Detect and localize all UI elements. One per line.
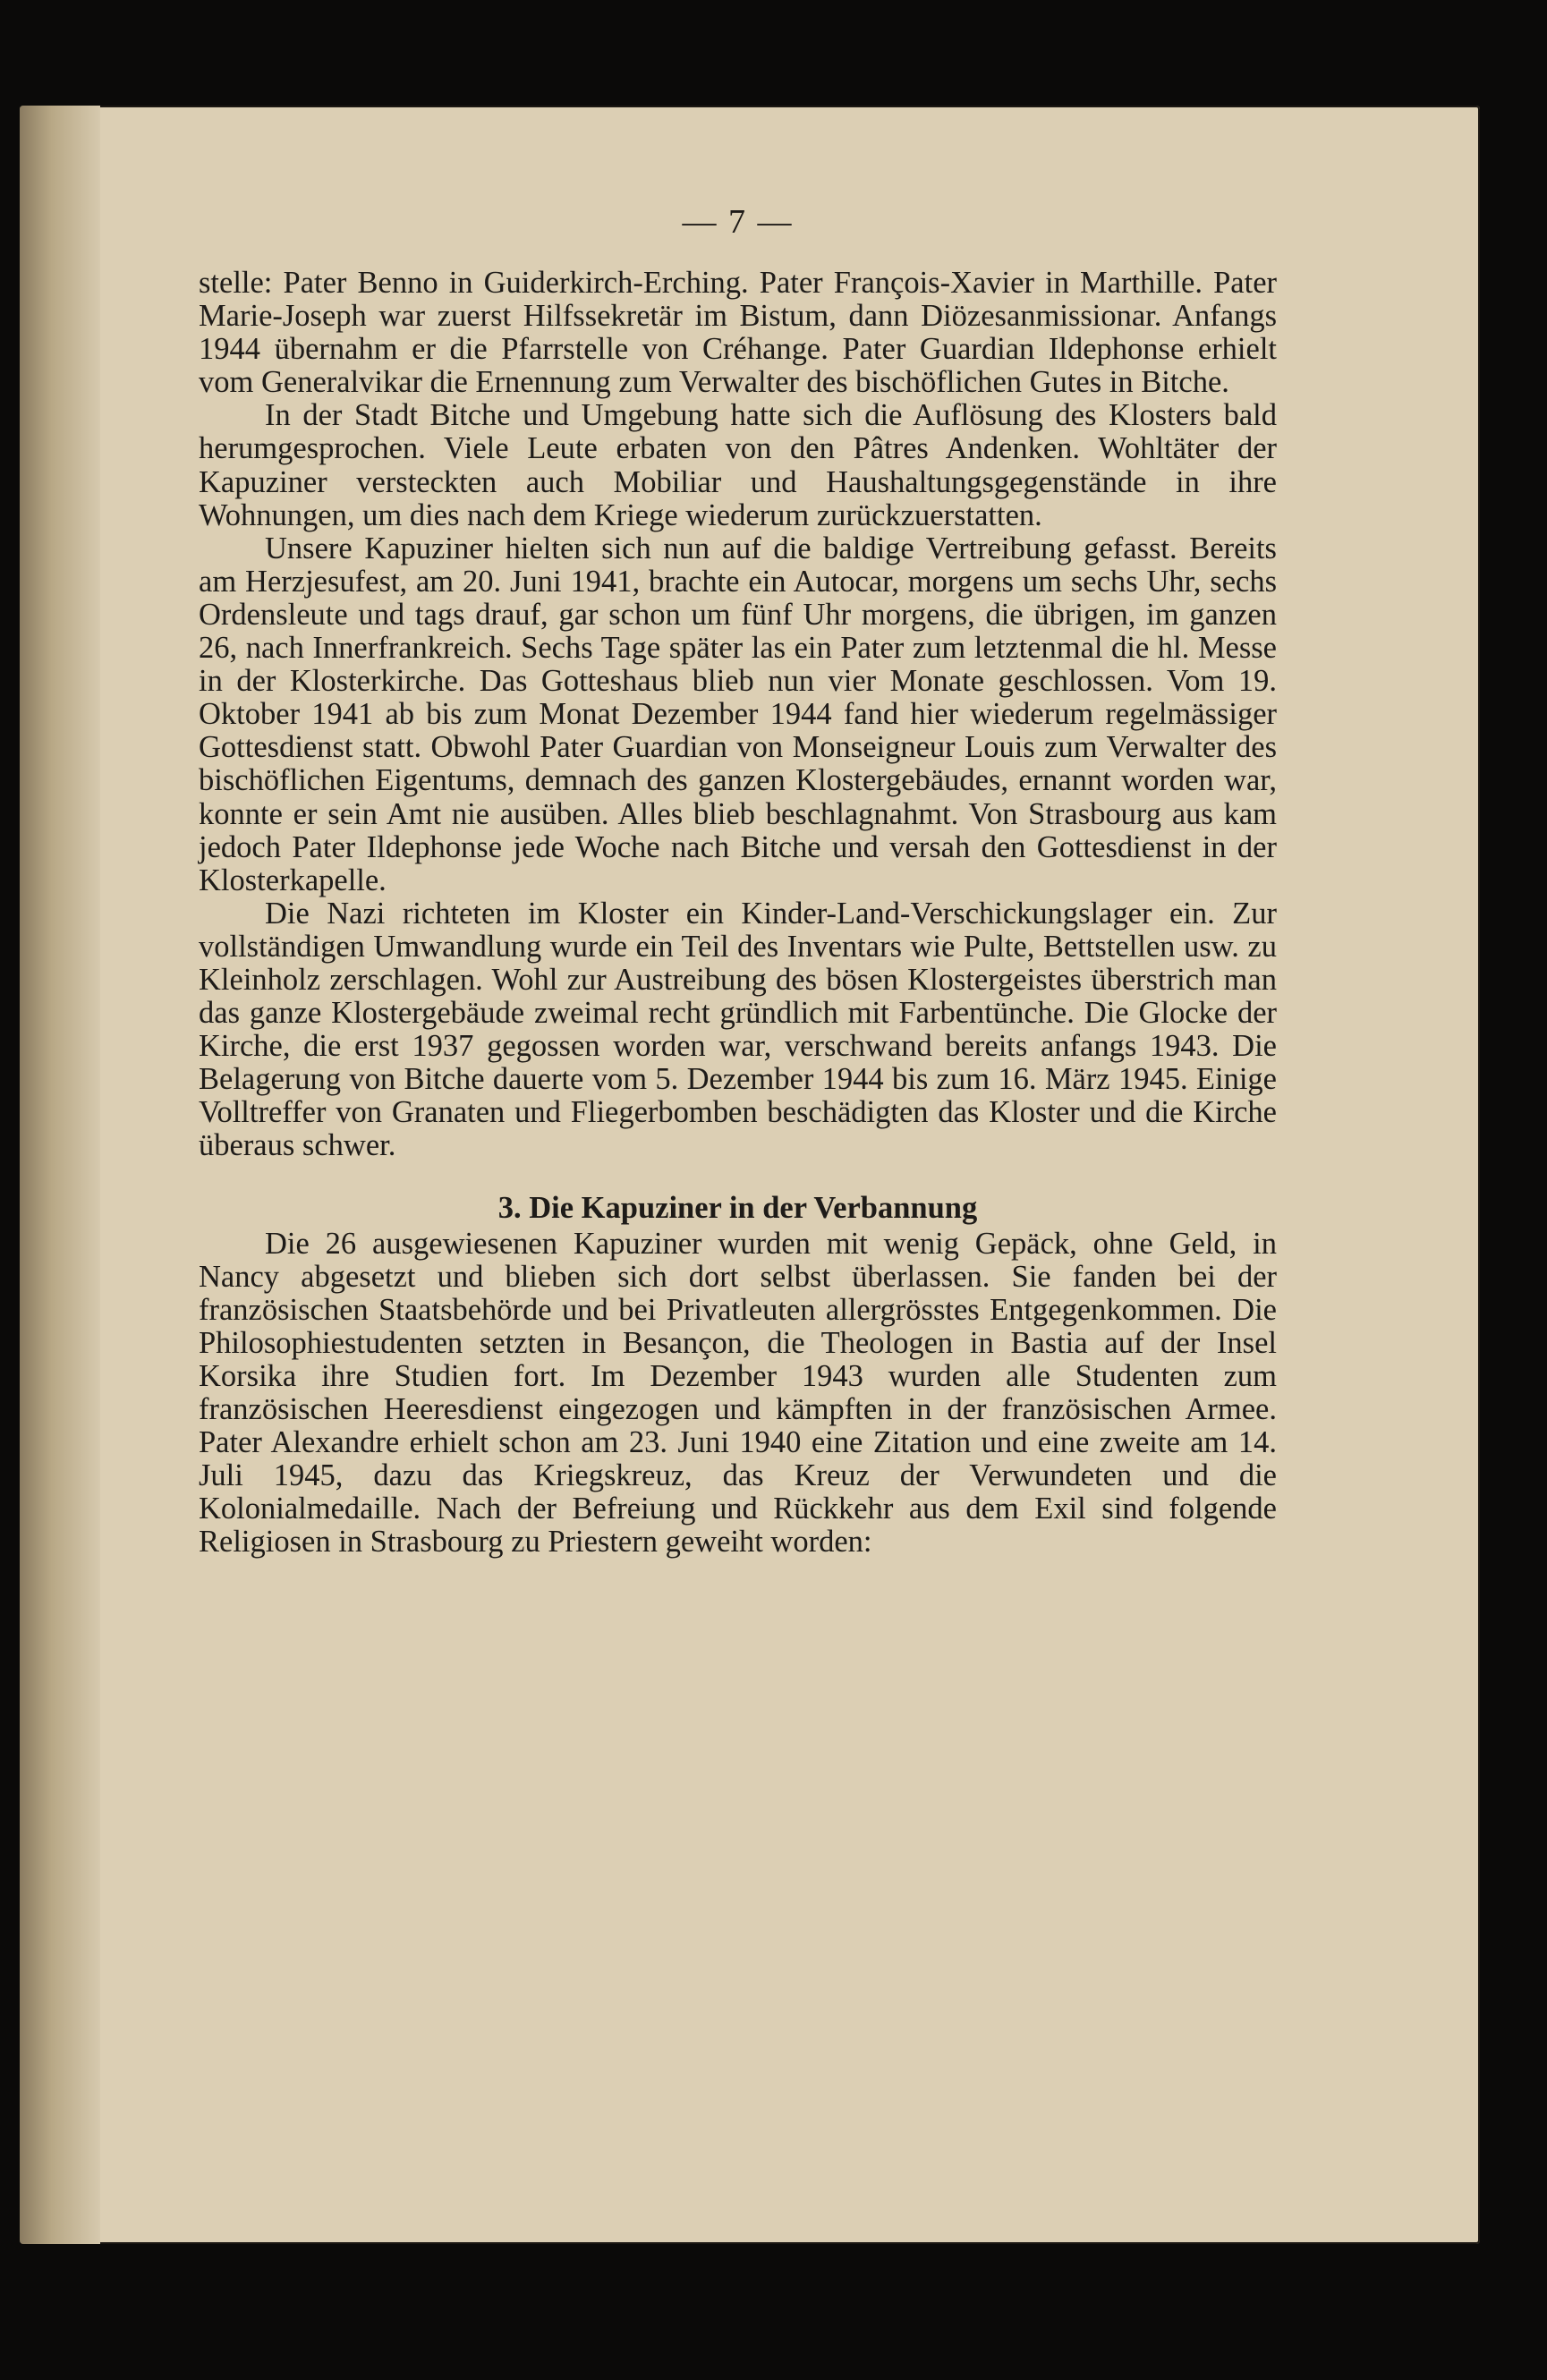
section-heading: 3. Die Kapuziner in der Verbannung <box>497 1190 978 1225</box>
book-page <box>20 106 1480 2244</box>
page-gutter-shadow <box>20 106 100 2244</box>
page-number: — 7 — <box>682 203 794 241</box>
paragraph-4: Die Nazi richteten im Kloster ein Kinder-Land-Verschickungslager ein. Zur vollständigen Umwandlung wurde ein Teil des Inventars wie Pulte, Bettstellen usw. zu Kleinholz zerschlagen. Wohl zur Austreibung des bösen Klostergeistes überstrich man das ganze Klostergebäude zweimal recht gründlich mit Farbentünche. Die Glocke der Kirche, die erst 1937 gegossen worden war, verschwand bereits anfangs 1943. Die Belagerung von Bitche dauerte vom 5. Dezember 1944 bis zum 16. März 1945. Einige Volltreffer von Granaten und Fliegerbomben beschädigten das Kloster und die Kirche überaus schwer. <box>199 896 1277 1163</box>
paragraph-1: stelle: Pater Benno in Guiderkirch-Erching. Pater François-Xavier in Marthille. Pater Marie-Joseph war zuerst Hilfssekretär im Bistum, dann Diözesanmissionar. Anfangs 1944 übernahm er die Pfarrstelle von Créhange. Pater Guardian Ildephonse erhielt vom Generalvikar die Ernennung zum Verwalter des bischöflichen Gutes in Bitche. <box>199 266 1277 400</box>
text-block <box>199 202 1277 1559</box>
paragraph-5: Die 26 ausgewiesenen Kapuziner wurden mit wenig Gepäck, ohne Geld, in Nancy abgesetzt und blieben sich dort selbst überlassen. Sie fanden bei der französischen Staatsbehörde und bei Privatleuten allergrösstes Entgegenkommen. Die Philosophiestudenten setzten in Besançon, die Theologen in Bastia auf der Insel Korsika ihre Studien fort. Im Dezember 1943 wurden alle Studenten zum französischen Heeresdienst eingezogen und kämpften in der französischen Armee. Pater Alexandre erhielt schon am 23. Juni 1940 eine Zitation und eine zweite am 14. Juli 1945, dazu das Kriegskreuz, das Kreuz der Verwundeten und die Kolonialmedaille. Nach der Befreiung und Rückkehr aus dem Exil sind folgende Religiosen in Strasbourg zu Priestern geweiht worden: <box>199 1226 1277 1560</box>
paragraph-2: In der Stadt Bitche und Umgebung hatte sich die Auflösung des Klosters bald herumgesprochen. Viele Leute erbaten von den Pâtres Andenken. Wohltäter der Kapuziner versteckten auch Mobiliar und Haushaltungsgegenstände in ihre Wohnungen, um dies nach dem Kriege wiederum zurückzuerstatten. <box>199 398 1277 532</box>
paragraph-3: Unsere Kapuziner hielten sich nun auf die baldige Vertreibung gefasst. Bereits am Herzjesufest, am 20. Juni 1941, brachte ein Autocar, morgens um sechs Uhr, sechs Ordensleute und tags drauf, gar schon um fünf Uhr morgens, die übrigen, im ganzen 26, nach Innerfrankreich. Sechs Tage später las ein Pater zum letztenmal die hl. Messe in der Klosterkirche. Das Gotteshaus blieb nun vier Monate geschlossen. Vom 19. Oktober 1941 ab bis zum Monat Dezember 1944 fand hier wiederum regelmässiger Gottesdienst statt. Obwohl Pater Guardian von Monseigneur Louis zum Verwalter des bischöflichen Eigentums, demnach des ganzen Klostergebäudes, ernannt worden war, konnte er sein Amt nie ausüben. Alles blieb beschlagnahmt. Von Strasbourg aus kam jedoch Pater Ildephonse jede Woche nach Bitche und versah den Gottesdienst in der Klosterkapelle. <box>199 531 1277 897</box>
